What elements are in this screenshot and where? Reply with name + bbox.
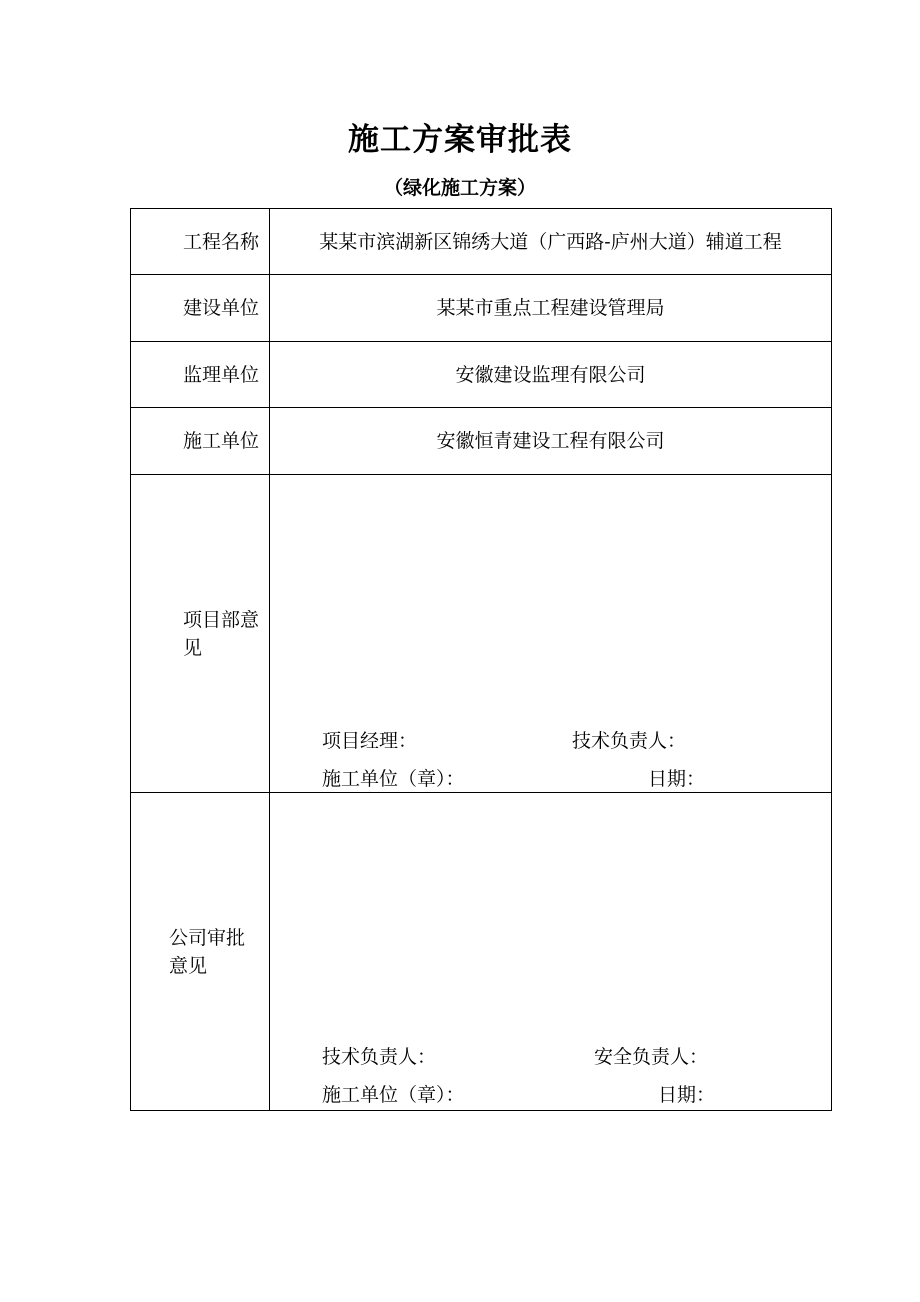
supervisor-value: 安徽建设监理有限公司	[455, 363, 646, 386]
company-signature-row-1	[322, 1043, 811, 1071]
contractor-value: 安徽恒青建设工程有限公司	[436, 430, 665, 452]
project-opinion-cell	[270, 475, 832, 793]
project-tech-lead-label: 技术负责人：	[572, 730, 687, 752]
table-row	[131, 793, 832, 1111]
project-opinion-label: 项目部意见	[183, 608, 260, 659]
company-date-label: 日期：	[658, 1084, 716, 1106]
supervisor-label: 监理单位	[183, 363, 260, 386]
table-row	[131, 408, 832, 475]
company-signature-row-2	[322, 1081, 811, 1109]
project-manager-label: 项目经理：	[322, 730, 418, 752]
construction-owner-label-cell	[131, 275, 270, 342]
company-tech-lead-label: 技术负责人：	[322, 1046, 437, 1068]
project-signature-row-1	[322, 727, 811, 755]
table-row	[131, 342, 832, 408]
project-name-value: 某某市滨湖新区锦绣大道（广西路-庐州大道）辅道工程	[319, 230, 782, 253]
supervisor-label-cell	[131, 342, 270, 408]
contractor-label: 施工单位	[183, 430, 260, 452]
company-unit-seal-label: 施工单位（章）：	[322, 1084, 465, 1106]
table-row	[131, 275, 832, 342]
construction-owner-value: 某某市重点工程建设管理局	[436, 297, 665, 319]
project-name-label: 工程名称	[183, 230, 260, 253]
supervisor-value-cell	[270, 342, 832, 408]
table-row	[131, 475, 832, 793]
construction-owner-value-cell	[270, 275, 832, 342]
construction-owner-label: 建设单位	[183, 297, 260, 319]
project-opinion-label-cell	[131, 475, 270, 793]
contractor-value-cell	[270, 408, 832, 475]
company-opinion-label: 公司审批意见	[169, 926, 246, 977]
project-date-label: 日期：	[648, 768, 706, 790]
project-name-value-cell	[270, 209, 832, 275]
project-signature-row-2	[322, 765, 811, 793]
project-unit-seal-label: 施工单位（章）：	[322, 768, 465, 790]
company-safety-lead-label: 安全负责人：	[594, 1046, 709, 1068]
project-name-label-cell	[131, 209, 270, 275]
approval-form-table	[130, 208, 832, 1111]
company-opinion-label-cell	[131, 793, 270, 1111]
company-opinion-cell	[270, 793, 832, 1111]
document-subtitle: （绿化施工方案）	[383, 177, 536, 199]
contractor-label-cell	[131, 408, 270, 475]
document-title: 施工方案审批表	[348, 122, 572, 158]
table-row	[131, 209, 832, 275]
